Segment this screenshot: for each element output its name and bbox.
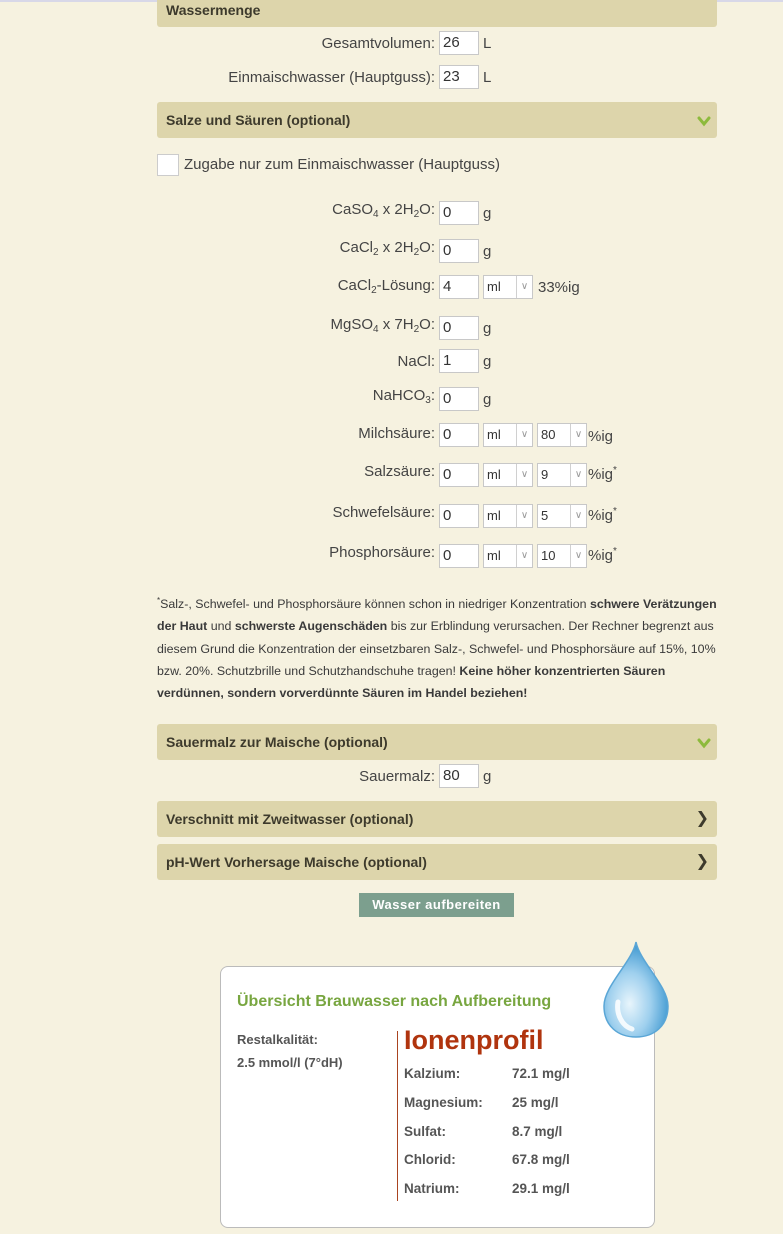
- star: *: [613, 506, 617, 517]
- ion-row-sulfat: [404, 1124, 563, 1139]
- ion-name: Natrium:: [404, 1181, 460, 1196]
- acid-row-phosphorsaeure: [0, 544, 783, 570]
- mgso4-row: [0, 316, 783, 342]
- nahco3-unit: g: [483, 391, 492, 408]
- caso4-unit: g: [483, 205, 492, 222]
- ion-name: Sulfat:: [404, 1124, 446, 1139]
- ion-row-natrium: [404, 1181, 570, 1196]
- ion-value: 72.1 mg/l: [512, 1066, 570, 1081]
- section-title: pH-Wert Vorhersage Maische (optional): [166, 854, 427, 870]
- einmaisch-only-checkbox[interactable]: [157, 154, 179, 176]
- section-header-verschnitt[interactable]: [157, 801, 717, 837]
- gesamtvolumen-row: [0, 31, 783, 57]
- cacl2-loesung-pct: 33%ig: [538, 279, 580, 296]
- selected-unit: ml: [487, 427, 501, 442]
- acid-row-salzsaeure: [0, 463, 783, 489]
- ion-name: Magnesium:: [404, 1095, 483, 1110]
- restalkalitaet-label: Restalkalität:: [237, 1032, 318, 1047]
- schwefelsaeure-label: Schwefelsäure:: [332, 504, 435, 521]
- chevron-down-icon: ∨: [570, 424, 586, 446]
- chevron-down-icon: ∨: [516, 276, 532, 298]
- nacl-input[interactable]: 1: [439, 349, 479, 373]
- selected-conc: 10: [541, 548, 556, 563]
- caso4-label: CaSO$_4$ x $2H_2O$:: [332, 201, 435, 220]
- caso4-row: [0, 201, 783, 227]
- wasser-aufbereiten-button[interactable]: Wasser aufbereiten: [359, 893, 514, 917]
- einmaischwasser-label: Einmaischwasser (Hauptguss):: [228, 69, 435, 86]
- schwefelsaeure-input[interactable]: 0: [439, 504, 479, 528]
- einmaisch-only-label: Zugabe nur zum Einmaischwasser (Hauptguss): [184, 156, 500, 173]
- einmaischwasser-unit: L: [483, 69, 492, 86]
- ion-name: Kalzium:: [404, 1066, 461, 1081]
- acid-warning-note: [157, 590, 722, 704]
- cacl2-row: [0, 239, 783, 265]
- nahco3-label: NaHCO$_3$:: [372, 387, 435, 406]
- salzsaeure-label: Salzsäure:: [364, 463, 435, 480]
- pct-text: %ig: [588, 466, 614, 483]
- note-bold: schwere Verätzungen der Haut: [157, 597, 717, 634]
- pct-text: %ig: [588, 507, 614, 524]
- mgso4-label: MgSO$_4$ x $7H_2O$:: [330, 316, 435, 335]
- chevron-down-icon: [697, 736, 711, 750]
- section-title: Verschnitt mit Zweitwasser (optional): [166, 811, 414, 827]
- mgso4-input[interactable]: 0: [439, 316, 479, 340]
- result-card: [220, 966, 655, 1228]
- gesamtvolumen-label: Gesamtvolumen:: [321, 35, 435, 52]
- section-header-salze[interactable]: [157, 102, 717, 138]
- note-text: Salz-, Schwefel- und Phosphorsäure können schon in niedriger Konzentration: [160, 597, 590, 612]
- section-title: Wassermenge: [166, 2, 261, 18]
- salzsaeure-unit-select[interactable]: [483, 463, 533, 487]
- schwefelsaeure-conc-select[interactable]: [537, 504, 587, 528]
- sauermalz-label: Sauermalz:: [359, 768, 435, 785]
- chevron-down-icon: ∨: [516, 424, 532, 446]
- ionenprofil-title: Ionenprofil: [404, 1025, 544, 1055]
- selected-unit: ml: [487, 467, 501, 482]
- divider: [397, 1031, 398, 1201]
- phosphorsaeure-label: Phosphorsäure:: [329, 544, 435, 561]
- cacl2-loesung-label: CaCl$_2$-Lösung:: [337, 277, 435, 296]
- star: *: [613, 546, 617, 557]
- cacl2-loesung-unit-select[interactable]: [483, 275, 533, 299]
- nahco3-row: [0, 387, 783, 413]
- section-header-phwert[interactable]: [157, 844, 717, 880]
- section-header-wassermenge[interactable]: [157, 0, 717, 27]
- schwefelsaeure-pct: [588, 506, 617, 524]
- chevron-down-icon: ∨: [570, 545, 586, 567]
- acid-row-milchsaeure: [0, 423, 783, 449]
- note-bold: Keine höher konzentrierten Säuren verdünnen, sondern vorverdünnte Säuren im Handel beziehen!: [157, 663, 666, 700]
- salzsaeure-input[interactable]: 0: [439, 463, 479, 487]
- phosphorsaeure-conc-select[interactable]: [537, 544, 587, 568]
- milchsaeure-conc-select[interactable]: [537, 423, 587, 447]
- section-title: Sauermalz zur Maische (optional): [166, 734, 388, 750]
- restalkalitaet-value: 2.5 mmol/l (7°dH): [237, 1055, 343, 1070]
- milchsaeure-pct: [588, 427, 613, 445]
- milchsaeure-label: Milchsäure:: [358, 425, 435, 442]
- mgso4-unit: g: [483, 320, 492, 337]
- cacl2-label: CaCl$_2$ x $2H_2O$:: [339, 239, 435, 258]
- milchsaeure-unit-select[interactable]: [483, 423, 533, 447]
- einmaischwasser-input[interactable]: 23: [439, 65, 479, 89]
- nacl-unit: g: [483, 353, 492, 370]
- cacl2-loesung-row: [0, 275, 783, 301]
- selected-conc: 80: [541, 427, 556, 442]
- gesamtvolumen-unit: L: [483, 35, 492, 52]
- selected-unit: ml: [487, 548, 501, 563]
- ion-row-chlorid: [404, 1152, 570, 1167]
- milchsaeure-input[interactable]: 0: [439, 423, 479, 447]
- ion-name: Chlorid:: [404, 1152, 456, 1167]
- selected-conc: 5: [541, 508, 549, 523]
- chevron-down-icon: ∨: [516, 545, 532, 567]
- section-title: Salze und Säuren (optional): [166, 112, 351, 128]
- phosphorsaeure-unit-select[interactable]: [483, 544, 533, 568]
- chevron-down-icon: ∨: [516, 505, 532, 527]
- chevron-down-icon: ∨: [570, 505, 586, 527]
- ion-value: 8.7 mg/l: [512, 1124, 563, 1139]
- selected-unit: ml: [487, 279, 501, 294]
- pct-text: %ig: [588, 547, 614, 564]
- cacl2-loesung-input[interactable]: 4: [439, 275, 479, 299]
- chevron-down-icon: ∨: [570, 464, 586, 486]
- ion-value: 25 mg/l: [512, 1095, 559, 1110]
- nacl-label: NaCl:: [397, 353, 435, 370]
- einmaischwasser-row: [0, 65, 783, 91]
- note-bold: schwerste Augenschäden: [234, 619, 388, 634]
- acid-row-schwefelsaeure: [0, 504, 783, 530]
- selected-unit: ml: [487, 508, 501, 523]
- note-text: und: [207, 619, 235, 634]
- section-header-sauermalz[interactable]: [157, 724, 717, 760]
- water-drop-icon: [600, 940, 672, 1040]
- gesamtvolumen-input[interactable]: 26: [439, 31, 479, 55]
- chevron-right-icon: ❯: [695, 810, 709, 827]
- phosphorsaeure-pct: [588, 546, 617, 564]
- ion-row-magnesium: [404, 1095, 559, 1110]
- sauermalz-row: [0, 764, 783, 790]
- star: *: [613, 465, 617, 476]
- salzsaeure-conc-select[interactable]: [537, 463, 587, 487]
- ion-row-kalzium: [404, 1066, 570, 1081]
- chevron-down-icon: ∨: [516, 464, 532, 486]
- phosphorsaeure-input[interactable]: 0: [439, 544, 479, 568]
- footnote-star: *: [157, 596, 161, 605]
- nacl-row: [0, 349, 783, 375]
- ion-value: 67.8 mg/l: [512, 1152, 570, 1167]
- caso4-input[interactable]: 0: [439, 201, 479, 225]
- cacl2-input[interactable]: 0: [439, 239, 479, 263]
- schwefelsaeure-unit-select[interactable]: [483, 504, 533, 528]
- result-title: Übersicht Brauwasser nach Aufbereitung: [237, 993, 552, 1010]
- sauermalz-input[interactable]: 80: [439, 764, 479, 788]
- pct-text: %ig: [588, 428, 614, 445]
- sauermalz-unit: g: [483, 768, 492, 785]
- salzsaeure-pct: [588, 465, 617, 483]
- nahco3-input[interactable]: 0: [439, 387, 479, 411]
- chevron-right-icon: ❯: [695, 853, 709, 870]
- cacl2-unit: g: [483, 243, 492, 260]
- selected-conc: 9: [541, 467, 549, 482]
- note-text: bis zur Erblindung verursachen. Der Rechner begrenzt aus diesem Grund die Konzentration der einsetzbaren Salz-, Schwefel- und Phosphorsäure auf 15%, 10% bzw. 20%. Schutzbrille und Schutzhandschuhe tragen!: [157, 619, 716, 678]
- ion-value: 29.1 mg/l: [512, 1181, 570, 1196]
- chevron-down-icon: [697, 114, 711, 128]
